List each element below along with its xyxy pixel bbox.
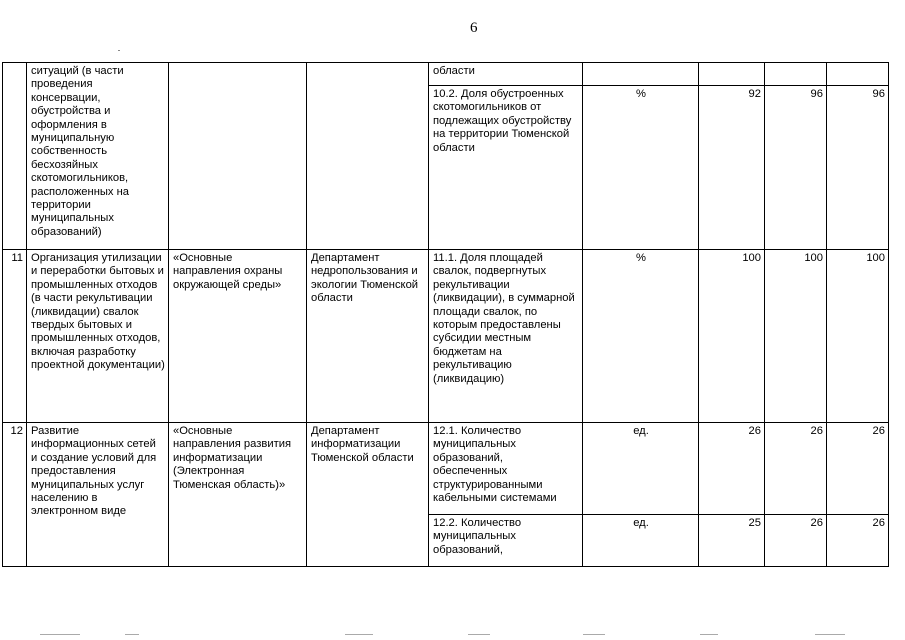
unit-cell: ед. (583, 423, 699, 515)
scan-edge-marks (0, 634, 905, 636)
task-cell: ситуаций (в части проведения консервации, обустройства и оформления в муниципальную собственность бесхозяйных скотомогильников, расположенных на территории муниципальных образований) (27, 63, 169, 250)
task-cell: Организация утилизации и переработки бытовых и промышленных отходов (в части рекультивации (ликвидации) свалок твердых бытовых и промышленных отходов, включая разработку проектной документации) (27, 250, 169, 423)
value-cell: 26 (827, 423, 889, 515)
unit-cell: ед. (583, 515, 699, 567)
table-row (3, 63, 889, 86)
program-indicators-table (2, 62, 889, 567)
row-number: 11 (3, 250, 27, 423)
unit-cell: % (583, 86, 699, 250)
indicator-cell: 12.2. Количество муниципальных образований, (429, 515, 583, 567)
scan-speck (118, 50, 120, 51)
value-cell: 92 (699, 86, 765, 250)
unit-cell: % (583, 250, 699, 423)
value-cell (699, 63, 765, 86)
value-cell: 25 (699, 515, 765, 567)
value-cell: 26 (765, 515, 827, 567)
executor-cell (307, 63, 429, 250)
value-cell: 26 (827, 515, 889, 567)
program-cell (169, 63, 307, 250)
executor-cell: Департамент информатизации Тюменской области (307, 423, 429, 567)
value-cell: 100 (699, 250, 765, 423)
value-cell: 96 (827, 86, 889, 250)
task-cell: Развитие информационных сетей и создание условий для предоставления муниципальных услуг населению в электронном виде (27, 423, 169, 567)
program-cell: «Основные направления развития информатизации (Электронная Тюменская область)» (169, 423, 307, 567)
executor-cell: Департамент недропользования и экологии Тюменской области (307, 250, 429, 423)
value-cell (827, 63, 889, 86)
unit-cell (583, 63, 699, 86)
value-cell (765, 63, 827, 86)
row-number (3, 63, 27, 250)
row-number: 12 (3, 423, 27, 567)
program-cell: «Основные направления охраны окружающей среды» (169, 250, 307, 423)
indicator-cell: 10.2. Доля обустроенных скотомогильников от подлежащих обустройству на территории Тюменской области (429, 86, 583, 250)
value-cell: 96 (765, 86, 827, 250)
indicator-cell: 12.1. Количество муниципальных образований, обеспеченных структурированными кабельными системами (429, 423, 583, 515)
value-cell: 100 (765, 250, 827, 423)
indicator-cell: области (429, 63, 583, 86)
value-cell: 100 (827, 250, 889, 423)
table-row (3, 250, 889, 423)
value-cell: 26 (699, 423, 765, 515)
value-cell: 26 (765, 423, 827, 515)
table-row (3, 423, 889, 515)
indicator-cell: 11.1. Доля площадей свалок, подвергнутых рекультивации (ликвидации), в суммарной площади свалок, по которым предоставлены субсидии местным бюджетам на рекультивацию (ликвидацию) (429, 250, 583, 423)
page-number: 6 (470, 20, 478, 36)
